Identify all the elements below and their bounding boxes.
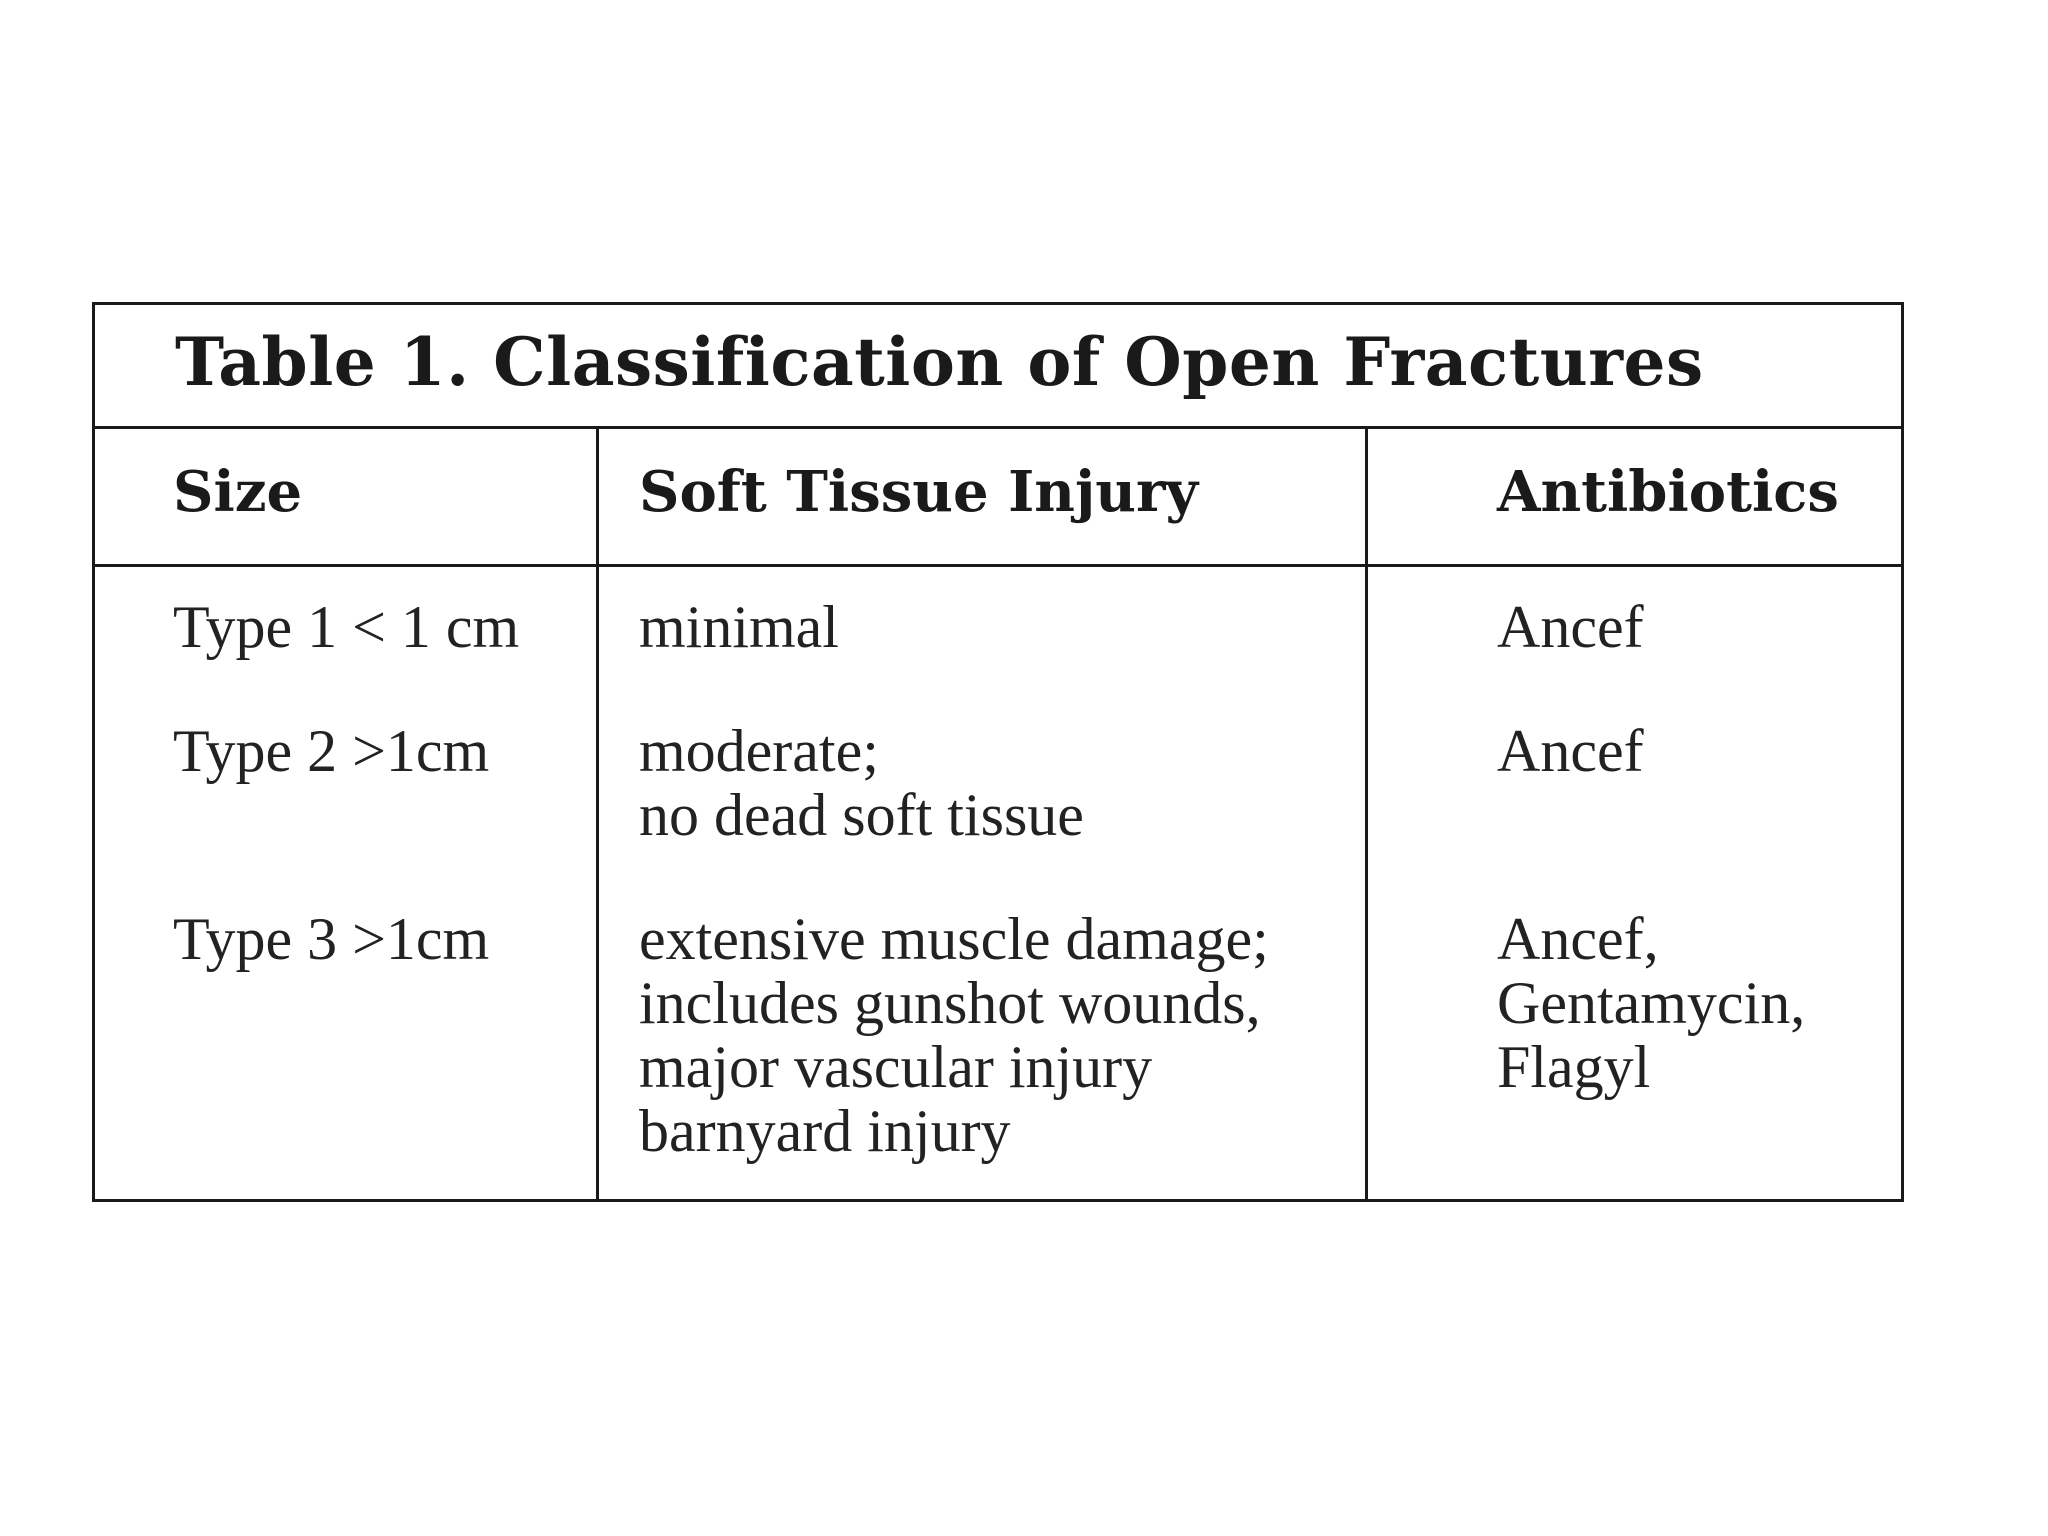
row-2-injury-line-2: no dead soft tissue: [639, 782, 1084, 848]
row-3-size-line-1: Type 3 >1cm: [173, 906, 490, 972]
row-1-injury-line-1: minimal: [639, 594, 839, 660]
row-2-size-line-1: Type 2 >1cm: [173, 718, 490, 784]
header-soft-tissue-injury: Soft Tissue Injury: [639, 459, 1199, 525]
row-3-injury-line-4: barnyard injury: [639, 1098, 1011, 1164]
row-3-injury-line-2: includes gunshot wounds,: [639, 970, 1261, 1036]
header-row: [95, 429, 1901, 567]
table-body: [95, 567, 1901, 1199]
row-3-antibiotics-line-3: Flagyl: [1497, 1034, 1651, 1100]
row-2-injury-line-1: moderate;: [639, 718, 879, 784]
row-1-size: [173, 595, 519, 659]
table-caption: Table 1. Classification of Open Fractures: [175, 323, 1704, 401]
row-2-injury: [639, 719, 1084, 847]
row-2-antibiotics: [1497, 719, 1644, 783]
row-1-antibiotics: [1497, 595, 1644, 659]
row-3-size: [173, 907, 489, 971]
caption-row: [95, 305, 1901, 429]
header-antibiotics: Antibiotics: [1497, 459, 1839, 525]
row-1-injury: [639, 595, 839, 659]
row-3-injury: [639, 907, 1269, 1163]
row-3-injury-line-1: extensive muscle damage;: [639, 906, 1269, 972]
row-1-antibiotics-line-1: Ancef: [1497, 594, 1644, 660]
header-size: Size: [173, 459, 303, 525]
row-3-injury-line-3: major vascular injury: [639, 1034, 1153, 1100]
row-3-antibiotics-line-1: Ancef,: [1497, 906, 1659, 972]
row-3-antibiotics: [1497, 907, 1805, 1099]
row-2-antibiotics-line-1: Ancef: [1497, 718, 1644, 784]
row-1-size-line-1: Type 1 < 1 cm: [173, 594, 520, 660]
classification-table: [92, 302, 1904, 1202]
row-2-size: [173, 719, 489, 783]
row-3-antibiotics-line-2: Gentamycin,: [1497, 970, 1806, 1036]
